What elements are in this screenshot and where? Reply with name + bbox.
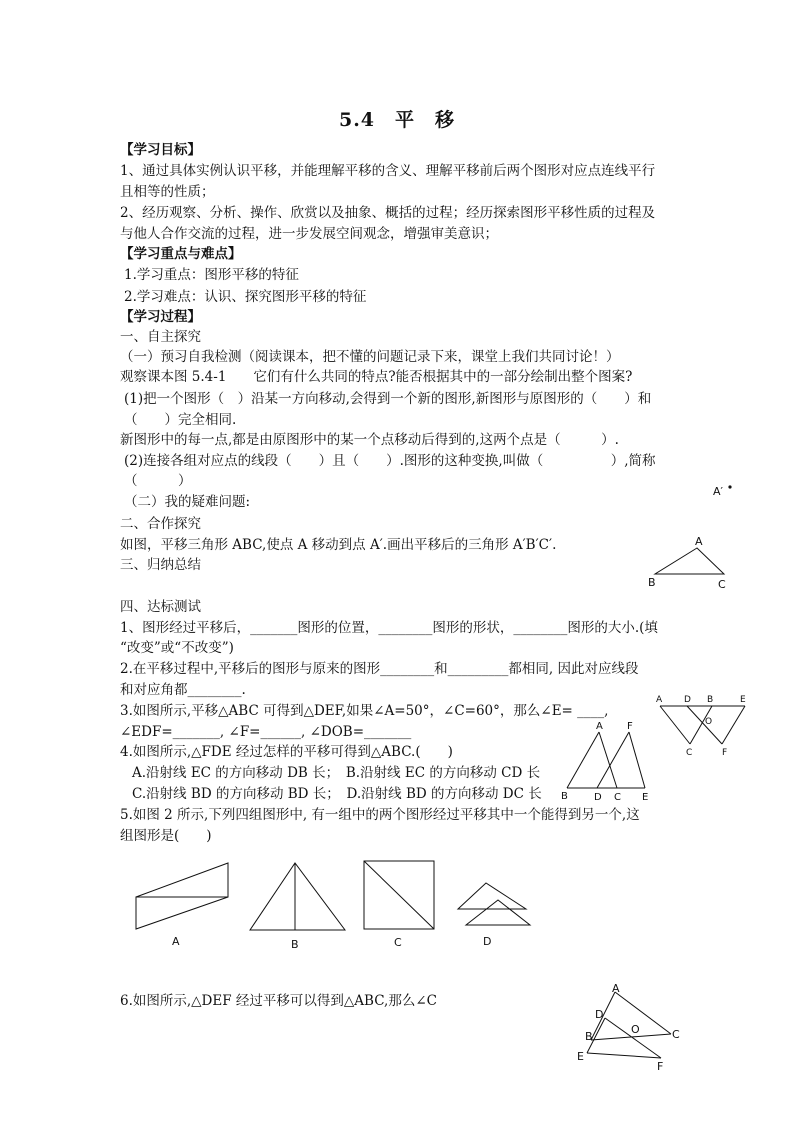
keypoint-2: 2.学习难点：认识、探究图形平移的特征 <box>124 289 367 305</box>
keypoint-1: 1.学习重点：图形平移的特征 <box>124 267 299 283</box>
page-title: 5.4 平 移 <box>338 109 456 131</box>
test-4-question: 4.如图所示,△FDE 经过怎样的平移可得到△ABC.( ) <box>120 744 453 760</box>
option-d-shape <box>458 883 530 925</box>
label-a: A <box>612 982 620 995</box>
label-o: O <box>705 717 713 727</box>
triangle-abc <box>655 548 724 574</box>
test-5-line-1: 5.如图 2 所示,下列四组图形中, 有一组中的两个图形经过平移其中一个能得到另一个,这 <box>120 807 640 823</box>
test-1-line-2: “改变”或“不改变”) <box>120 640 234 656</box>
figure-question-3 <box>650 694 755 759</box>
test-3-line-1: 3.如图所示,平移△ABC 可得到△DEF,如果∠A=50°，∠C=60°，那么∠E= ____, <box>120 703 609 719</box>
label-f: F <box>627 721 633 732</box>
label-a: A <box>656 695 663 705</box>
option-a-shape <box>136 863 228 929</box>
part-1-sub-2: （二）我的疑难问题: <box>124 494 251 510</box>
process-heading: 【学习过程】 <box>120 309 201 325</box>
label-d: D <box>594 792 602 803</box>
objective-2-line-2: 与他人合作交流的过程，进一步发展空间观念，增强审美意识； <box>120 226 498 242</box>
keypoints-heading: 【学习重点与难点】 <box>120 246 242 262</box>
option-d-label: D <box>483 935 492 948</box>
label-f: F <box>722 748 728 758</box>
segment-fe <box>629 732 645 788</box>
point-a-prime <box>728 485 731 488</box>
label-d: D <box>595 1008 604 1021</box>
option-a-label: A <box>172 935 180 948</box>
label-e: E <box>577 1050 584 1063</box>
label-f: F <box>657 1060 664 1073</box>
part-1-sub-1: （一）预习自我检测（阅读课本，把不懂的问题记录下来，课堂上我们共同讨论！） <box>120 349 620 365</box>
segment-fe <box>722 706 745 744</box>
label-c: C <box>672 1028 680 1041</box>
segment-ac <box>615 992 671 1034</box>
option-b-shape <box>250 863 345 930</box>
label-o: O <box>631 1023 640 1036</box>
label-b: B <box>707 695 714 705</box>
figure-triangle-abc <box>640 478 740 593</box>
objective-1-line-2: 且相等的性质； <box>120 184 215 200</box>
figure-question-6 <box>565 980 695 1075</box>
part-4-heading: 四、达标测试 <box>120 599 201 615</box>
label-c: C <box>686 748 693 758</box>
test-4-options-ab: A.沿射线 EC 的方向移动 DB 长； B.沿射线 EC 的方向移动 CD 长 <box>132 765 541 781</box>
segment-ef <box>587 1053 661 1058</box>
option-b-label: B <box>291 938 299 951</box>
observe-text: 观察课本图 5.4-1 它们有什么共同的特点?能否根据其中的一部分绘制出整个图案? <box>120 369 633 385</box>
question-1-line-1: (1)把一个图形（ ）沿某一方向移动,会得到一个新的图形,新图形与原图形的（ ）和 <box>124 391 652 407</box>
segment-ab <box>567 732 599 788</box>
option-c-label: C <box>394 936 402 949</box>
test-3-line-2: ∠EDF=_______, ∠F=______, ∠DOB=_______ <box>120 724 412 740</box>
objective-1-line-1: 1、通过具体实例认识平移，并能理解平移的含义、理解平移前后两个图形对应点连线平行 <box>120 163 656 179</box>
label-d: D <box>684 695 691 705</box>
test-2-line-1: 2.在平移过程中,平移后的图形与原来的图形________和_________都相同, 因此对应线段 <box>120 661 639 677</box>
part-2-heading: 二、合作探究 <box>120 516 201 532</box>
part-1-heading: 一、自主探究 <box>120 329 201 345</box>
label-b: B <box>648 576 656 589</box>
segment-ac <box>660 706 690 744</box>
part-2-text: 如图，平移三角形 ABC,使点 A 移动到点 A′.画出平移后的三角形 A′B′C′. <box>120 537 557 553</box>
label-b: B <box>585 1030 593 1043</box>
label-b: B <box>561 791 568 802</box>
label-c: C <box>614 792 621 803</box>
question-2-line-2: （ ） <box>124 473 192 489</box>
test-2-line-2: 和对应角都________. <box>120 682 246 698</box>
question-2-line-1: (2)连接各组对应点的线段（ ）且（ ）.图形的这种变换,叫做（ ）,简称 <box>124 453 656 469</box>
option-c-shape <box>364 861 434 929</box>
test-4-options-cd: C.沿射线 BD 的方向移动 BD 长； D.沿射线 BD 的方向移动 DC 长 <box>132 786 542 802</box>
label-c: C <box>718 578 726 591</box>
objectives-heading: 【学习目标】 <box>120 142 201 158</box>
figure-question-5 <box>130 855 550 955</box>
label-a: A <box>695 535 703 548</box>
label-a: A <box>596 721 603 732</box>
test-6-text: 6.如图所示,△DEF 经过平移可以得到△ABC,那么∠C <box>120 993 437 1009</box>
question-1-line-2: （ ）完全相同. <box>124 412 237 428</box>
label-e: E <box>642 792 649 803</box>
label-e: E <box>740 695 746 705</box>
label-a-prime: A′ <box>713 485 724 498</box>
part-3-heading: 三、归纳总结 <box>120 557 201 573</box>
objective-2-line-1: 2、经历观察、分析、操作、欣赏以及抽象、概括的过程；经历探索图形平移性质的过程及 <box>120 205 656 221</box>
test-1-line-1: 1、图形经过平移后，_______图形的位置，________图形的形状，________图形的大小.(填 <box>120 620 658 636</box>
figure-question-4 <box>557 716 662 806</box>
test-5-line-2: 组图形是( ) <box>120 828 212 844</box>
question-1-line-3: 新图形中的每一点,都是由原图形中的某一个点移动后得到的,这两个点是（ ）. <box>120 432 619 448</box>
